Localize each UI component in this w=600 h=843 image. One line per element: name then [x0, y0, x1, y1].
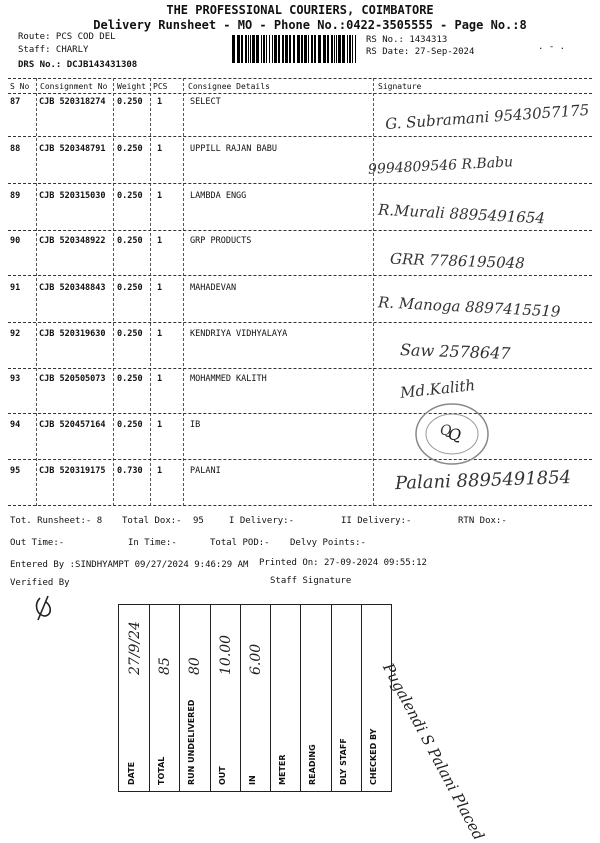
row-weight: 0.250 — [117, 420, 143, 430]
barcode-bar — [272, 35, 273, 63]
row-consignment: CJB 520348922 — [39, 236, 106, 246]
stamp-label: DATE — [127, 761, 136, 785]
barcode-bar — [301, 35, 303, 63]
row-divider — [8, 505, 592, 506]
column-divider — [113, 78, 114, 506]
row-consignee: GRP PRODUCTS — [190, 236, 252, 246]
row-pcs: 1 — [157, 329, 163, 339]
barcode-bar — [308, 35, 309, 63]
barcode-bar — [274, 35, 277, 63]
col-sno: S No — [10, 82, 30, 91]
row-divider — [8, 322, 592, 323]
barcode-bar — [263, 35, 265, 63]
i-delivery: I Delivery:- — [229, 516, 295, 526]
row-signature: R. Manoga 8897415519 — [377, 293, 561, 321]
stamp-column-line — [270, 605, 271, 791]
verified-signature — [30, 594, 60, 624]
row-consignment: CJB 520319175 — [39, 466, 106, 476]
barcode-bar — [336, 35, 337, 63]
column-divider — [36, 78, 37, 506]
row-sno: 87 — [10, 97, 21, 107]
barcode-bar — [245, 35, 247, 63]
printed-on: Printed On: 27-09-2024 09:55:12 — [259, 558, 427, 568]
row-pcs: 1 — [157, 97, 163, 107]
row-divider — [8, 368, 592, 369]
staff-signature: Staff Signature — [270, 576, 352, 586]
row-consignee: IB — [190, 420, 201, 430]
row-pcs: 1 — [157, 283, 163, 293]
barcode-bar — [327, 35, 329, 63]
runsheet-subtitle: Delivery Runsheet - MO - Phone No.:0422-3505555 - Page No.:8 — [93, 18, 527, 32]
row-consignee: PALANI — [190, 466, 221, 476]
row-signature: GRR 7786195048 — [389, 249, 526, 273]
row-sno: 93 — [10, 374, 21, 384]
header-divider-top — [8, 78, 592, 79]
row-pcs: 1 — [157, 144, 163, 154]
stamp-value: 6.00 — [247, 643, 264, 675]
stamp-label: CHECKED BY — [368, 728, 378, 785]
stamp-label: METER — [278, 754, 288, 785]
seal-mark: Q — [448, 425, 462, 444]
row-sno: 92 — [10, 329, 21, 339]
row-pcs: 1 — [157, 236, 163, 246]
barcode-bar — [250, 35, 251, 63]
round-seal-icon — [412, 400, 492, 468]
row-consignee: UPPILL RAJAN BABU — [190, 144, 277, 154]
barcode-bar — [355, 35, 356, 63]
barcode-bar — [311, 35, 313, 63]
stamp-column-line — [240, 605, 241, 791]
row-consignment: CJB 520348843 — [39, 283, 106, 293]
row-pcs: 1 — [157, 374, 163, 384]
row-divider — [8, 459, 592, 460]
barcode-bar — [285, 35, 288, 63]
row-signature: Palani 8895491854 — [394, 466, 572, 495]
stamp-value: 10.00 — [217, 634, 234, 675]
row-consignee: SELECT — [190, 97, 221, 107]
stamp-column-line — [300, 605, 301, 791]
tot-runsheet: Tot. Runsheet:- 8 — [10, 516, 103, 526]
row-weight: 0.250 — [117, 236, 143, 246]
stamp-label: READING — [308, 744, 318, 785]
stamp-value: 27/9/24 — [127, 621, 143, 675]
row-divider — [8, 230, 592, 231]
col-consignee: Consignee Details — [188, 82, 270, 91]
stamp-value: 80 — [187, 657, 204, 675]
row-divider — [8, 413, 592, 414]
barcode-bar — [269, 35, 270, 63]
barcode-bar — [261, 35, 262, 63]
row-signature: Q — [440, 423, 452, 439]
handwritten-note: Pugalendi S Palani Placed — [379, 660, 488, 843]
barcode-bar — [232, 35, 235, 63]
route-label: Route: PCS COD DEL — [18, 32, 116, 42]
row-consignee: LAMBDA ENGG — [190, 191, 247, 201]
row-weight: 0.250 — [117, 191, 143, 201]
barcode-bar — [352, 35, 353, 63]
barcode-bar — [266, 35, 267, 63]
company-title: THE PROFESSIONAL COURIERS, COIMBATORE — [166, 3, 434, 17]
barcode-bar — [331, 35, 333, 63]
ink-dots: . - . — [538, 42, 566, 52]
row-sno: 89 — [10, 191, 21, 201]
column-divider — [150, 78, 151, 506]
stamp-label: OUT — [217, 766, 227, 785]
row-sno: 94 — [10, 420, 21, 430]
stamp-table — [118, 604, 392, 792]
col-consignment: Consignment No — [40, 82, 108, 91]
stamp-column-line — [331, 605, 332, 791]
row-weight: 0.730 — [117, 466, 143, 476]
ii-delivery: II Delivery:- — [341, 516, 412, 526]
stamp-column-line — [149, 605, 150, 791]
row-sno: 95 — [10, 466, 21, 476]
column-divider — [183, 78, 184, 506]
barcode-bar — [293, 35, 295, 63]
row-weight: 0.250 — [117, 329, 143, 339]
row-pcs: 1 — [157, 191, 163, 201]
barcode-bar — [289, 35, 291, 63]
row-divider — [8, 136, 592, 137]
barcode-bar — [338, 35, 341, 63]
stamp-label: TOTAL — [157, 756, 167, 785]
barcode-bar — [278, 35, 280, 63]
row-weight: 0.250 — [117, 97, 143, 107]
row-weight: 0.250 — [117, 374, 143, 384]
row-pcs: 1 — [157, 466, 163, 476]
row-consignment: CJB 520457164 — [39, 420, 106, 430]
barcode-bar — [318, 35, 321, 63]
row-signature: 9994809546 R.Babu — [367, 154, 514, 178]
row-consignment: CJB 520505073 — [39, 374, 106, 384]
row-sno: 91 — [10, 283, 21, 293]
staff-label: Staff: CHARLY — [18, 45, 89, 55]
row-pcs: 1 — [157, 420, 163, 430]
barcode-bar — [252, 35, 255, 63]
header-divider-bottom — [8, 93, 592, 94]
stamp-label: DLY STAFF — [338, 738, 348, 785]
barcode-bar — [282, 35, 284, 63]
barcode-bar — [256, 35, 259, 63]
total-dox-value: 95 — [193, 516, 204, 526]
drs-number: DRS No.: DCJB143431308 — [18, 60, 138, 70]
row-consignment: CJB 520318274 — [39, 97, 106, 107]
stamp-column-line — [179, 605, 180, 791]
rs-number: RS No.: 1434313 — [366, 35, 448, 45]
stamp-label: RUN UNDELIVERED — [187, 699, 197, 785]
barcode-bar — [347, 35, 348, 63]
entered-by: Entered By :SINDHYAMPT 09/27/2024 9:46:29 AM — [10, 560, 249, 570]
verified-by: Verified By — [10, 578, 70, 588]
barcode-bar — [349, 35, 351, 63]
row-consignee: KENDRIYA VIDHYALAYA — [190, 329, 288, 339]
row-signature: Saw 2578647 — [399, 340, 511, 363]
row-sno: 90 — [10, 236, 21, 246]
column-divider — [373, 78, 374, 506]
row-divider — [8, 275, 592, 276]
barcode-bar — [248, 35, 249, 63]
stamp-column-line — [210, 605, 211, 791]
row-consignee: MAHADEVAN — [190, 283, 237, 293]
barcode-bar — [314, 35, 316, 63]
stamp-value: 85 — [157, 657, 174, 675]
barcode-bar — [297, 35, 300, 63]
barcode-bar — [342, 35, 345, 63]
row-signature: G. Subramani 9543057175 — [384, 100, 590, 134]
row-consignee: MOHAMMED KALITH — [190, 374, 267, 384]
row-weight: 0.250 — [117, 144, 143, 154]
barcode-bar — [304, 35, 307, 63]
total-pod: Total POD:- — [210, 538, 270, 548]
rtn-dox: RTN Dox:- — [458, 516, 507, 526]
barcode-bar — [334, 35, 335, 63]
row-signature: Md.Kalith — [399, 376, 476, 402]
col-weight: Weight — [117, 82, 146, 91]
barcode-bar — [323, 35, 326, 63]
in-time: In Time:- — [128, 538, 177, 548]
rs-date: RS Date: 27-Sep-2024 — [366, 47, 475, 57]
row-weight: 0.250 — [117, 283, 143, 293]
total-dox-label: Total Dox:- — [122, 516, 182, 526]
stamp-label: IN — [247, 775, 257, 785]
row-divider — [8, 183, 592, 184]
col-signature: Signature — [378, 82, 422, 91]
row-signature: R.Murali 8895491654 — [377, 200, 546, 228]
barcode-bar — [241, 35, 243, 63]
row-consignment: CJB 520348791 — [39, 144, 106, 154]
barcode-bar — [237, 35, 240, 63]
stamp-column-line — [361, 605, 362, 791]
row-consignment: CJB 520315030 — [39, 191, 106, 201]
out-time: Out Time:- — [10, 538, 65, 548]
row-consignment: CJB 520319630 — [39, 329, 106, 339]
col-pcs: PCS — [153, 82, 168, 91]
delvy-points: Delvy Points:- — [290, 538, 366, 548]
barcode — [232, 35, 360, 63]
row-sno: 88 — [10, 144, 21, 154]
